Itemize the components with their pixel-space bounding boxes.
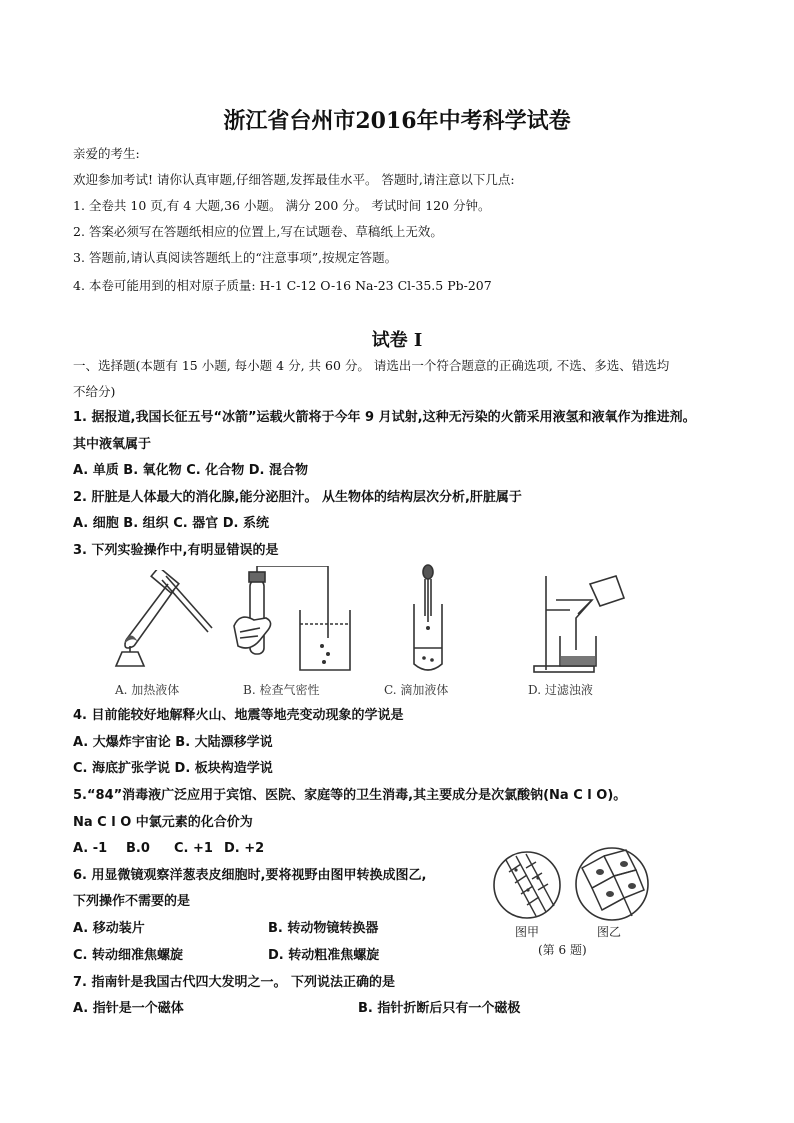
q6-option-a: A. 移动装片 — [73, 921, 145, 936]
q6-option-d: D. 转动粗准焦螺旋 — [268, 948, 380, 963]
q7-option-a: A. 指针是一个磁体 — [73, 1001, 184, 1016]
greeting: 亲爱的考生: — [73, 146, 140, 161]
q3-stem: 3. 下列实验操作中,有明显错误的是 — [73, 543, 279, 558]
q3-caption-c: C. 滴加液体 — [384, 683, 449, 697]
dropping-liquid-figure — [402, 564, 454, 676]
section-desc-1: 一、选择题(本题有 15 小题, 每小题 4 分, 共 60 分。 请选出一个符合题意的正确选项, 不选、多选、错选均 — [73, 358, 670, 373]
q2-stem: 2. 肝脏是人体最大的消化腺,能分泌胆汁。 从生物体的结构层次分析,肝脏属于 — [73, 490, 522, 505]
section-desc-2: 不给分) — [73, 384, 116, 399]
q3-caption-a: A. 加热液体 — [115, 683, 180, 697]
q4-options-2: C. 海底扩张学说 D. 板块构造学说 — [73, 761, 273, 776]
fig-label-a: 图甲 — [515, 925, 540, 939]
q1-options: A. 单质 B. 氧化物 C. 化合物 D. 混合物 — [73, 463, 308, 478]
q2-options: A. 细胞 B. 组织 C. 器官 D. 系统 — [73, 516, 269, 531]
fig-label-b: 图乙 — [597, 925, 622, 939]
heating-liquid-figure — [108, 570, 218, 678]
q4-stem: 4. 目前能较好地解释火山、地震等地壳变动现象的学说是 — [73, 708, 404, 723]
note-2: 2. 答案必须写在答题纸相应的位置上,写在试题卷、草稿纸上无效。 — [73, 224, 443, 239]
q6-option-c: C. 转动细准焦螺旋 — [73, 948, 184, 963]
note-4: 4. 本卷可能用到的相对原子质量: H-1 C-12 O-16 Na-23 Cl-35.5 Pb-207 — [73, 278, 492, 293]
welcome-text: 欢迎参加考试! 请你认真审题,仔细答题,发挥最佳水平。 答题时,请注意以下几点: — [73, 172, 515, 187]
view-a-figure — [492, 850, 562, 920]
view-b-figure — [574, 846, 650, 922]
q5-option-b: B.0 — [126, 841, 150, 856]
note-1: 1. 全卷共 10 页,有 4 大题,36 小题。 满分 200 分。 考试时间 120 分钟。 — [73, 198, 491, 213]
q3-caption-d: D. 过滤浊液 — [528, 683, 593, 697]
q3-caption-b: B. 检查气密性 — [243, 683, 320, 697]
q5-stem-2: Na C l O 中氯元素的化合价为 — [73, 815, 253, 830]
q5-option-c: C. +1 — [174, 841, 213, 856]
note-3: 3. 答题前,请认真阅读答题纸上的“注意事项”,按规定答题。 — [73, 250, 398, 265]
filtering-figure — [530, 570, 630, 676]
q6-stem-1: 6. 用显微镜观察洋葱表皮细胞时,要将视野由图甲转换成图乙, — [73, 868, 427, 883]
gas-tightness-figure — [230, 566, 352, 678]
exam-title: 浙江省台州市2016年中考科学试卷 — [223, 108, 571, 134]
q6-option-b: B. 转动物镜转换器 — [268, 921, 379, 936]
q1-stem-2: 其中液氧属于 — [73, 437, 152, 452]
q6-stem-2: 下列操作不需要的是 — [73, 894, 191, 909]
q4-options-1: A. 大爆炸宇宙论 B. 大陆漂移学说 — [73, 735, 273, 750]
q7-option-b: B. 指针折断后只有一个磁极 — [358, 1001, 521, 1016]
q5-option-d: D. +2 — [224, 841, 265, 856]
q5-stem-1: 5.“84”消毒液广泛应用于宾馆、医院、家庭等的卫生消毒,其主要成分是次氯酸钠(Na C l O)。 — [73, 788, 627, 803]
q1-stem-1: 1. 据报道,我国长征五号“冰箭”运载火箭将于今年 9 月试射,这种无污染的火箭采用液氢和液氧作为推进剂。 — [73, 410, 696, 425]
q6-figure-caption: (第 6 题) — [538, 943, 587, 957]
q7-stem: 7. 指南针是我国古代四大发明之一。 下列说法正确的是 — [73, 975, 396, 990]
section-title: 试卷 I — [371, 330, 423, 351]
q5-option-a: A. -1 — [73, 841, 108, 856]
